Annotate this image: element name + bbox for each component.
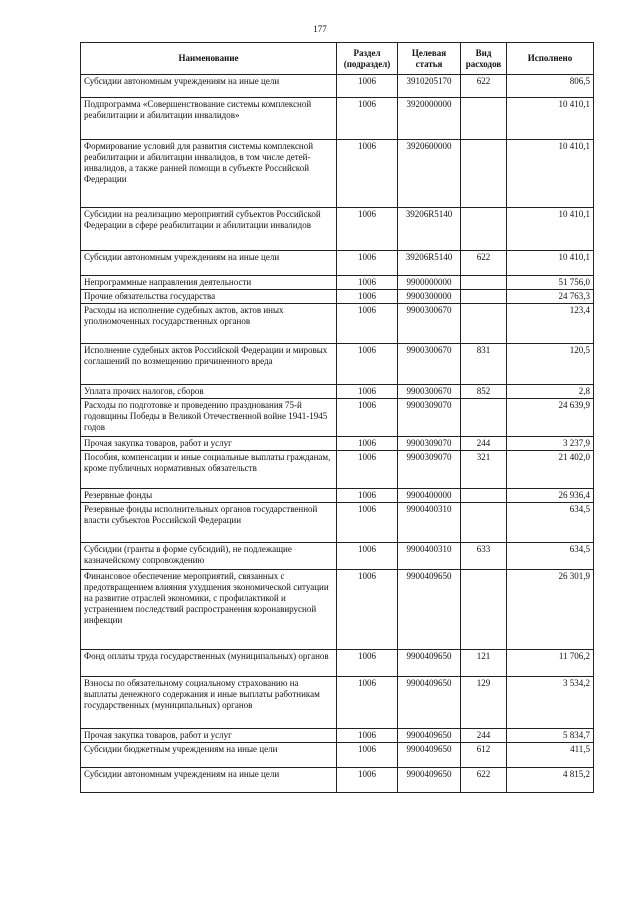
row-article: 9900300670	[398, 385, 461, 399]
row-article: 9900409650	[398, 768, 461, 793]
row-section: 1006	[337, 570, 398, 650]
row-article: 9900300670	[398, 344, 461, 385]
table-row	[81, 489, 594, 503]
row-name: Прочие обязательства государства	[81, 290, 337, 304]
row-article: 9900309070	[398, 437, 461, 451]
row-name: Прочая закупка товаров, работ и услуг	[81, 437, 337, 451]
row-expense	[461, 489, 507, 503]
row-name: Расходы на исполнение судебных актов, актов иных уполномоченных государственных органов	[81, 304, 337, 344]
row-amount: 411,5	[507, 743, 594, 768]
row-expense: 831	[461, 344, 507, 385]
row-article: 9900409650	[398, 729, 461, 743]
row-section: 1006	[337, 451, 398, 489]
row-section: 1006	[337, 650, 398, 677]
row-amount: 3 237,9	[507, 437, 594, 451]
page-number: 177	[313, 24, 327, 34]
row-section: 1006	[337, 344, 398, 385]
row-amount: 5 834,7	[507, 729, 594, 743]
table-row	[81, 399, 594, 437]
row-expense	[461, 304, 507, 344]
row-amount: 24 763,3	[507, 290, 594, 304]
row-amount: 3 534,2	[507, 677, 594, 729]
row-expense: 622	[461, 768, 507, 793]
table-row	[81, 768, 594, 793]
row-name: Субсидии (гранты в форме субсидий), не подлежащие казначейскому сопровождению	[81, 543, 337, 570]
header-article: Целевая статья	[398, 43, 461, 75]
table-row	[81, 503, 594, 543]
row-name: Субсидии бюджетным учреждениям на иные цели	[81, 743, 337, 768]
row-section: 1006	[337, 768, 398, 793]
row-expense	[461, 208, 507, 251]
row-name: Резервные фонды исполнительных органов государственной власти субъектов Российской Федерации	[81, 503, 337, 543]
row-expense: 622	[461, 251, 507, 276]
row-name: Субсидии автономным учреждениям на иные цели	[81, 75, 337, 98]
row-section: 1006	[337, 75, 398, 98]
row-section: 1006	[337, 290, 398, 304]
row-amount: 2,8	[507, 385, 594, 399]
row-section: 1006	[337, 437, 398, 451]
row-section: 1006	[337, 677, 398, 729]
row-article: 3910205170	[398, 75, 461, 98]
row-name: Пособия, компенсации и иные социальные выплаты гражданам, кроме публичных нормативных обязательств	[81, 451, 337, 489]
row-section: 1006	[337, 543, 398, 570]
row-expense	[461, 503, 507, 543]
row-article: 9900300000	[398, 290, 461, 304]
row-section: 1006	[337, 140, 398, 208]
row-amount: 11 706,2	[507, 650, 594, 677]
row-article: 9900309070	[398, 399, 461, 437]
row-section: 1006	[337, 743, 398, 768]
table-row	[81, 437, 594, 451]
row-section: 1006	[337, 385, 398, 399]
row-amount: 21 402,0	[507, 451, 594, 489]
row-name: Финансовое обеспечение мероприятий, связанных с предотвращением влияния ухудшения экономической ситуации на развитие отраслей экономики, с профилактикой и устранением последствий распространения коронавирусной инфекции	[81, 570, 337, 650]
row-section: 1006	[337, 503, 398, 543]
row-article: 9900000000	[398, 276, 461, 290]
table-row	[81, 650, 594, 677]
header-expense: Вид расходов	[461, 43, 507, 75]
row-amount: 4 815,2	[507, 768, 594, 793]
row-expense	[461, 140, 507, 208]
header-amount: Исполнено	[507, 43, 594, 75]
row-name: Формирование условий для развития системы комплексной реабилитации и абилитации инвалидов, в том числе детей-инвалидов, а также ранней помощи в субъекте Российской Федерации	[81, 140, 337, 208]
table-row	[81, 743, 594, 768]
row-article: 9900400000	[398, 489, 461, 503]
row-name: Субсидии автономным учреждениям на иные цели	[81, 768, 337, 793]
row-article: 39206R5140	[398, 208, 461, 251]
table-row	[81, 304, 594, 344]
row-expense: 622	[461, 75, 507, 98]
table-row	[81, 729, 594, 743]
row-name: Субсидии автономным учреждениям на иные цели	[81, 251, 337, 276]
row-name: Прочая закупка товаров, работ и услуг	[81, 729, 337, 743]
budget-table	[80, 42, 594, 793]
row-amount: 26 301,9	[507, 570, 594, 650]
row-amount: 10 410,1	[507, 140, 594, 208]
row-name: Взносы по обязательному социальному страхованию на выплаты денежного содержания и иные выплаты работникам государственных (муниципальных) органов	[81, 677, 337, 729]
row-article: 9900400310	[398, 543, 461, 570]
row-amount: 10 410,1	[507, 98, 594, 140]
row-expense: 612	[461, 743, 507, 768]
row-name: Фонд оплаты труда государственных (муниципальных) органов	[81, 650, 337, 677]
row-amount: 123,4	[507, 304, 594, 344]
table-row	[81, 98, 594, 140]
row-article: 9900409650	[398, 677, 461, 729]
row-name: Подпрограмма «Совершенствование системы комплексной реабилитации и абилитации инвалидов»	[81, 98, 337, 140]
row-amount: 26 936,4	[507, 489, 594, 503]
table-row	[81, 385, 594, 399]
row-name: Исполнение судебных актов Российской Федерации и мировых соглашений по возмещению причиненного вреда	[81, 344, 337, 385]
row-article: 9900409650	[398, 743, 461, 768]
row-expense: 129	[461, 677, 507, 729]
row-section: 1006	[337, 98, 398, 140]
header-section: Раздел (подраздел)	[337, 43, 398, 75]
table-row	[81, 290, 594, 304]
row-article: 3920000000	[398, 98, 461, 140]
row-section: 1006	[337, 729, 398, 743]
row-expense: 121	[461, 650, 507, 677]
row-section: 1006	[337, 276, 398, 290]
row-article: 9900300670	[398, 304, 461, 344]
row-name: Резервные фонды	[81, 489, 337, 503]
row-amount: 10 410,1	[507, 251, 594, 276]
table-row	[81, 251, 594, 276]
row-expense	[461, 98, 507, 140]
row-section: 1006	[337, 399, 398, 437]
row-expense: 244	[461, 729, 507, 743]
row-expense: 852	[461, 385, 507, 399]
table-row	[81, 677, 594, 729]
row-name: Расходы по подготовке и проведению празднования 75-й годовщины Победы в Великой Отечественной войне 1941-1945 годов	[81, 399, 337, 437]
row-expense: 321	[461, 451, 507, 489]
row-amount: 24 639,9	[507, 399, 594, 437]
row-amount: 120,5	[507, 344, 594, 385]
table-row	[81, 75, 594, 98]
table-row	[81, 208, 594, 251]
row-section: 1006	[337, 251, 398, 276]
row-amount: 806,5	[507, 75, 594, 98]
row-amount: 634,5	[507, 503, 594, 543]
row-expense	[461, 276, 507, 290]
table-row	[81, 140, 594, 208]
table-row	[81, 570, 594, 650]
row-amount: 10 410,1	[507, 208, 594, 251]
row-article: 9900409650	[398, 650, 461, 677]
row-name: Субсидии на реализацию мероприятий субъектов Российской Федерации в сфере реабилитации и абилитации инвалидов	[81, 208, 337, 251]
table-header-row	[81, 43, 594, 75]
row-article: 9900409650	[398, 570, 461, 650]
row-article: 3920600000	[398, 140, 461, 208]
row-expense: 244	[461, 437, 507, 451]
row-amount: 51 756,0	[507, 276, 594, 290]
row-amount: 634,5	[507, 543, 594, 570]
row-section: 1006	[337, 208, 398, 251]
table-row	[81, 276, 594, 290]
row-article: 9900400310	[398, 503, 461, 543]
row-name: Уплата прочих налогов, сборов	[81, 385, 337, 399]
table-row	[81, 344, 594, 385]
table-row	[81, 451, 594, 489]
row-article: 9900309070	[398, 451, 461, 489]
header-name: Наименование	[81, 43, 337, 75]
row-expense: 633	[461, 543, 507, 570]
row-expense	[461, 290, 507, 304]
row-section: 1006	[337, 304, 398, 344]
row-article: 39206R5140	[398, 251, 461, 276]
table-row	[81, 543, 594, 570]
row-name: Непрограммные направления деятельности	[81, 276, 337, 290]
row-expense	[461, 570, 507, 650]
row-section: 1006	[337, 489, 398, 503]
row-expense	[461, 399, 507, 437]
